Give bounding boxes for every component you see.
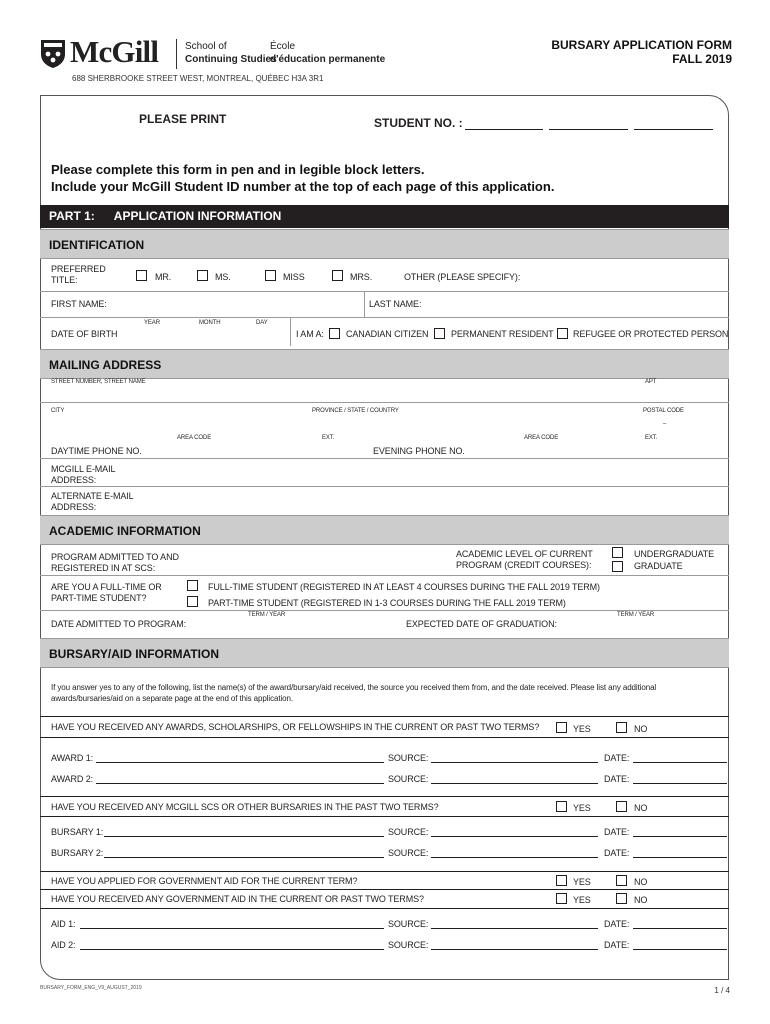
gov-applied-no-label: NO xyxy=(634,877,648,887)
apt-label: APT xyxy=(645,379,657,385)
gov-applied-yes-checkbox[interactable] xyxy=(556,875,567,886)
postal-code-label: POSTAL CODE xyxy=(643,408,684,414)
award-2-date-label: DATE: xyxy=(604,774,630,784)
aid-2-date-label: DATE: xyxy=(604,940,630,950)
aid-1-source-label: SOURCE: xyxy=(388,919,429,929)
student-no-field-2[interactable] xyxy=(549,129,628,130)
bursary-2-field[interactable] xyxy=(104,857,384,858)
city-label: CITY xyxy=(51,408,65,414)
form-code: BURSARY_FORM_ENG_V9_AUGUST_2019 xyxy=(40,985,142,991)
mr-checkbox[interactable] xyxy=(136,270,147,281)
student-no-field-3[interactable] xyxy=(634,129,713,130)
aid-1-date-label: DATE: xyxy=(604,919,630,929)
academic-level-label: ACADEMIC LEVEL OF CURRENT PROGRAM (CREDIT COURSES): xyxy=(456,549,593,570)
awards-question: HAVE YOU RECEIVED ANY AWARDS, SCHOLARSHIPS, OR FELLOWSHIPS IN THE CURRENT OR PAST TWO TERMS? xyxy=(51,722,540,732)
bursary-2-label: BURSARY 2: xyxy=(51,848,104,858)
awards-no-checkbox[interactable] xyxy=(616,722,627,733)
bursary-1-date-field[interactable] xyxy=(633,836,727,837)
ext-label-2: EXT. xyxy=(645,435,658,441)
year-label: YEAR xyxy=(144,320,160,326)
instructions: Please complete this form in pen and in legible block letters. Include your McGill Student ID number at the top of each page of this application. xyxy=(51,162,555,194)
aid-2-field[interactable] xyxy=(80,949,384,950)
academic-heading: ACADEMIC INFORMATION xyxy=(40,515,729,545)
aid-1-label: AID 1: xyxy=(51,919,76,929)
program-label: PROGRAM ADMITTED TO AND REGISTERED IN AT SCS: xyxy=(51,552,179,573)
awards-yes-checkbox[interactable] xyxy=(556,722,567,733)
term-year-label-1: TERM / YEAR xyxy=(248,612,286,618)
street-label: STREET NUMBER, STREET NAME xyxy=(51,379,146,385)
form-title: BURSARY APPLICATION FORM FALL 2019 xyxy=(551,38,732,66)
bursary-1-label: BURSARY 1: xyxy=(51,827,104,837)
logo-divider xyxy=(176,39,177,69)
mcgill-email-label: MCGILL E-MAIL ADDRESS: xyxy=(51,464,116,485)
award-1-source-field[interactable] xyxy=(431,762,598,763)
mcgill-wordmark: McGill xyxy=(70,34,159,69)
ext-label: EXT. xyxy=(322,435,335,441)
expected-graduation-label: EXPECTED DATE OF GRADUATION: xyxy=(406,619,557,629)
undergraduate-checkbox[interactable] xyxy=(612,547,623,558)
bursaries-yes-checkbox[interactable] xyxy=(556,801,567,812)
month-label: MONTH xyxy=(199,320,221,326)
fulltime-checkbox[interactable] xyxy=(187,580,198,591)
dob-label: DATE OF BIRTH xyxy=(51,329,118,339)
ms-checkbox[interactable] xyxy=(197,270,208,281)
identification-heading: IDENTIFICATION xyxy=(40,229,729,259)
page-number: 1 / 4 xyxy=(714,986,730,995)
aid-1-date-field[interactable] xyxy=(633,928,727,929)
bursary-2-source-label: SOURCE: xyxy=(388,848,429,858)
refugee-label: REFUGEE OR PROTECTED PERSON xyxy=(573,329,729,339)
miss-checkbox[interactable] xyxy=(265,270,276,281)
award-2-label: AWARD 2: xyxy=(51,774,94,784)
parttime-label: PART-TIME STUDENT (REGISTERED IN 1-3 COURSES DURING THE FALL 2019 TERM) xyxy=(208,598,566,608)
gov-applied-yes-label: YES xyxy=(573,877,591,887)
school-name-en: School of Continuing Studies xyxy=(185,41,277,65)
bursaries-no-label: NO xyxy=(634,803,648,813)
refugee-checkbox[interactable] xyxy=(557,328,568,339)
alt-email-label: ALTERNATE E-MAIL ADDRESS: xyxy=(51,491,134,512)
preferred-title-label: PREFERRED TITLE: xyxy=(51,264,106,285)
awards-yes-label: YES xyxy=(573,724,591,734)
aid-2-label: AID 2: xyxy=(51,940,76,950)
graduate-checkbox[interactable] xyxy=(612,561,623,572)
daytime-phone-label: DAYTIME PHONE NO. xyxy=(51,446,142,456)
fulltime-question: ARE YOU A FULL-TIME OR PART-TIME STUDENT? xyxy=(51,582,162,603)
citizen-checkbox[interactable] xyxy=(329,328,340,339)
aid-2-source-field[interactable] xyxy=(431,949,598,950)
student-no-label: STUDENT NO. : xyxy=(374,116,463,130)
date-admitted-label: DATE ADMITTED TO PROGRAM: xyxy=(51,619,187,629)
aid-2-source-label: SOURCE: xyxy=(388,940,429,950)
award-1-source-label: SOURCE: xyxy=(388,753,429,763)
evening-phone-label: EVENING PHONE NO. xyxy=(373,446,465,456)
bursary-2-date-label: DATE: xyxy=(604,848,630,858)
mrs-checkbox[interactable] xyxy=(332,270,343,281)
graduate-label: GRADUATE xyxy=(634,561,683,571)
parttime-checkbox[interactable] xyxy=(187,596,198,607)
part1-bar: PART 1: APPLICATION INFORMATION xyxy=(40,205,729,228)
gov-applied-question: HAVE YOU APPLIED FOR GOVERNMENT AID FOR THE CURRENT TERM? xyxy=(51,876,358,886)
awards-no-label: NO xyxy=(634,724,648,734)
postal-dash: – xyxy=(663,421,667,427)
bursary-note: If you answer yes to any of the following, list the name(s) of the award/bursary/aid received, the source you received them from, and the date received. Please list any additional awards/bursaries/aid on a separate page at the end of this application. xyxy=(51,683,657,703)
province-label: PROVINCE / STATE / COUNTRY xyxy=(312,408,399,414)
bursary-1-date-label: DATE: xyxy=(604,827,630,837)
day-label: DAY xyxy=(256,320,268,326)
please-print: PLEASE PRINT xyxy=(139,112,227,126)
student-no-field-1[interactable] xyxy=(465,129,543,130)
gov-received-no-checkbox[interactable] xyxy=(616,893,627,904)
award-2-source-field[interactable] xyxy=(431,783,598,784)
ms-label: MS. xyxy=(215,272,231,282)
bursaries-question: HAVE YOU RECEIVED ANY MCGILL SCS OR OTHER BURSARIES IN THE PAST TWO TERMS? xyxy=(51,802,439,812)
award-1-date-label: DATE: xyxy=(604,753,630,763)
gov-received-no-label: NO xyxy=(634,895,648,905)
bursary-1-field[interactable] xyxy=(104,836,384,837)
last-name-label: LAST NAME: xyxy=(369,299,422,309)
bursary-2-source-field[interactable] xyxy=(431,857,598,858)
aid-2-date-field[interactable] xyxy=(633,949,727,950)
i-am-label: I AM A: xyxy=(296,329,324,339)
aid-1-field[interactable] xyxy=(80,928,384,929)
gov-applied-no-checkbox[interactable] xyxy=(616,875,627,886)
area-code-label-2: AREA CODE xyxy=(524,435,559,441)
mrs-label: MRS. xyxy=(350,272,373,282)
mcgill-crest-icon xyxy=(40,39,66,69)
award-1-label: AWARD 1: xyxy=(51,753,94,763)
permanent-resident-checkbox[interactable] xyxy=(434,328,445,339)
bursary-heading: BURSARY/AID INFORMATION xyxy=(40,638,729,668)
award-1-date-field[interactable] xyxy=(633,762,727,763)
award-2-source-label: SOURCE: xyxy=(388,774,429,784)
gov-received-question: HAVE YOU RECEIVED ANY GOVERNMENT AID IN THE CURRENT OR PAST TWO TERMS? xyxy=(51,894,424,904)
award-2-date-field[interactable] xyxy=(633,783,727,784)
gov-received-yes-checkbox[interactable] xyxy=(556,893,567,904)
mr-label: MR. xyxy=(155,272,172,282)
undergraduate-label: UNDERGRADUATE xyxy=(634,549,715,559)
mailing-heading: MAILING ADDRESS xyxy=(40,349,729,379)
other-title-label: OTHER (PLEASE SPECIFY): xyxy=(404,272,521,282)
citizen-label: CANADIAN CITIZEN xyxy=(346,329,429,339)
bursary-1-source-field[interactable] xyxy=(431,836,598,837)
school-name-fr: École d'éducation permanente xyxy=(270,41,386,65)
gov-received-yes-label: YES xyxy=(573,895,591,905)
bursary-2-date-field[interactable] xyxy=(633,857,727,858)
award-2-field[interactable] xyxy=(96,783,384,784)
area-code-label: AREA CODE xyxy=(177,435,212,441)
term-year-label-2: TERM / YEAR xyxy=(617,612,655,618)
bursary-1-source-label: SOURCE: xyxy=(388,827,429,837)
aid-1-source-field[interactable] xyxy=(431,928,598,929)
school-address: 688 SHERBROOKE STREET WEST, MONTREAL, QUÉBEC H3A 3R1 xyxy=(72,74,324,83)
award-1-field[interactable] xyxy=(96,762,384,763)
bursaries-yes-label: YES xyxy=(573,803,591,813)
first-name-label: FIRST NAME: xyxy=(51,299,107,309)
miss-label: MISS xyxy=(283,272,305,282)
fulltime-label: FULL-TIME STUDENT (REGISTERED IN AT LEAST 4 COURSES DURING THE FALL 2019 TERM) xyxy=(208,582,600,592)
bursaries-no-checkbox[interactable] xyxy=(616,801,627,812)
permanent-resident-label: PERMANENT RESIDENT xyxy=(451,329,554,339)
